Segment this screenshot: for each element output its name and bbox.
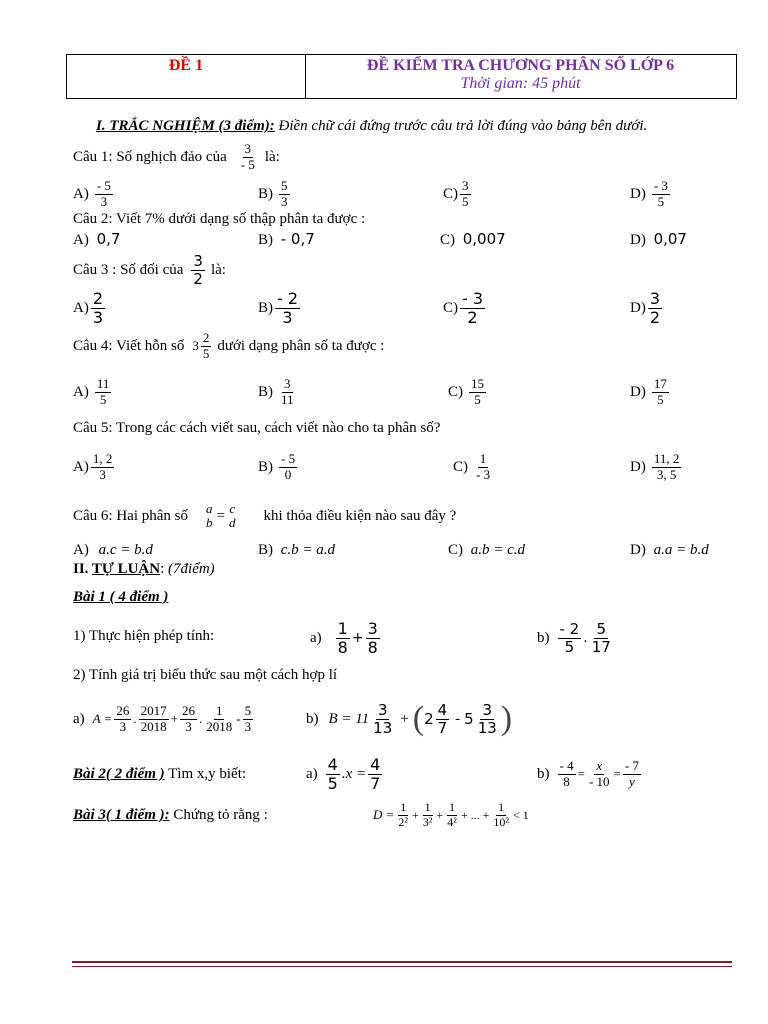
q1-option-a: A) $\frac{- 5}{3}$ <box>73 178 111 209</box>
header-table <box>66 54 737 99</box>
q4-option-c: C) $\frac{15}{5}$ <box>448 376 484 407</box>
q1-option-d: D) $\frac{- 3}{5}$ <box>630 178 668 209</box>
header-code-cell <box>67 55 306 98</box>
bai2-part-b: b) $\frac{- 4}{8}$ = $\frac{x}{- 10}$ = $\frac{- 7}{y}$ <box>537 758 639 789</box>
question-4: Câu 4: Viết hỗn số 3 $\frac{2}{5}$ dưới dạng phân số ta được : <box>73 330 385 361</box>
footer-rule <box>72 961 732 963</box>
q6-option-d: D) a.a = b.d <box>630 542 709 558</box>
q2-option-d: D) 0,07 <box>630 230 687 248</box>
bai2-heading: Bài 2( 2 điểm ) Tìm x,y biết: <box>73 766 247 782</box>
q4-option-b: B) $\frac{3}{11}$ <box>258 376 294 407</box>
bai2-part-a: a) $\frac{4}{5}$ .x = $\frac{4}{7}$ <box>306 754 381 793</box>
q1-option-b: B) $\frac{5}{3}$ <box>258 178 288 209</box>
question-6: Câu 6: Hai phân số a b = c d khi thỏa điều kiện nào sau đây ? <box>73 500 457 530</box>
bai1-part1a: a) $\frac{1}{8}$ + $\frac{3}{8}$ <box>310 618 378 657</box>
question-2: Câu 2: Viết 7% dưới dạng số thập phân ta được : <box>73 211 366 227</box>
q1-option-c: C) $\frac{3}{5}$ <box>443 178 469 209</box>
q6-option-a: A) a.c = b.d <box>73 542 153 558</box>
exam-time: Thời gian: 45 phút <box>460 75 581 92</box>
section2-heading: II. TỰ LUẬN: (7điểm) <box>73 561 215 577</box>
section1-heading: I. TRẮC NGHIỆM (3 điểm): Điền chữ cái đứng trước câu trả lời đúng vào bảng bên dưới. <box>96 118 648 134</box>
bai1-title: Bài 1 ( 4 điểm ) <box>73 589 169 605</box>
bai1-part1-text: 1) Thực hiện phép tính: <box>73 628 215 644</box>
bai1-part2-text: 2) Tính giá trị biểu thức sau một cách hợp lí <box>73 667 338 683</box>
question-5: Câu 5: Trong các cách viết sau, cách viết nào cho ta phân số? <box>73 420 441 436</box>
q3-option-b: B) $\frac{- 2}{3}$ <box>258 288 299 327</box>
q2-option-b: B) - 0,7 <box>258 230 315 248</box>
exam-code: ĐỀ 1 <box>168 57 204 74</box>
q3-option-c: C) $\frac{- 3}{2}$ <box>443 288 484 327</box>
exam-title: ĐỀ KIỂM TRA CHƯƠNG PHÂN SỐ LỚP 6 <box>366 57 675 74</box>
question-3: Câu 3 : Số đối của $\frac{3}{2}$ là: <box>73 252 226 288</box>
header-title-cell <box>305 55 736 98</box>
q1-fraction: $\frac{3}{- 5}$ <box>240 141 255 172</box>
q2-option-a: A) 0,7 <box>73 230 121 248</box>
q3-option-a: A) $\frac{2}{3}$ <box>73 288 104 327</box>
bai1-part1b: b) $\frac{- 2}{5}$ . $\frac{5}{17}$ <box>537 620 611 656</box>
q5-option-c: C) $\frac{1}{- 3}$ <box>453 451 491 482</box>
q2-option-c: C) 0,007 <box>440 230 506 248</box>
q5-option-d: D) $\frac{11, 2}{3, 5}$ <box>630 451 680 482</box>
q5-option-b: B) $\frac{- 5}{0}$ <box>258 451 296 482</box>
q6-option-c: C) a.b = c.d <box>448 542 526 558</box>
bai3-expression: D = $\frac{1}{\text{2²}}$ + $\frac{1}{\text{3²}}$ + $\frac{1}{\text{4²}}$ + ... + $\frac{1}{\text{10²}}$ < 1 <box>373 800 529 829</box>
q4-option-d: D) $\frac{17}{5}$ <box>630 376 667 407</box>
q6-option-b: B) c.b = a.d <box>258 542 336 558</box>
bai1-part2b: b) B = 11 $\frac{3}{13}$ + ( 2 $\frac{4}{7}$ - 5 $\frac{3}{13}$ ) <box>306 700 513 737</box>
q5-option-a: A) $\frac{1, 2}{3}$ <box>73 451 113 482</box>
bai1-part2a: a) A = $\frac{26}{3}$ . $\frac{2017}{2018}$ + $\frac{26}{3}$ . $\frac{1}{2018}$ - $\frac{5}{3}$ <box>73 703 252 734</box>
q4-option-a: A) $\frac{11}{5}$ <box>73 376 110 407</box>
bai3-heading: Bài 3( 1 điểm ): Chứng tỏ rằng : <box>73 807 268 823</box>
footer-rule-thin <box>72 966 732 967</box>
q3-option-d: D) $\frac{3}{2}$ <box>630 288 661 327</box>
question-1: Câu 1: Số nghịch đảo của $\frac{3}{- 5}$ là: <box>73 141 280 172</box>
